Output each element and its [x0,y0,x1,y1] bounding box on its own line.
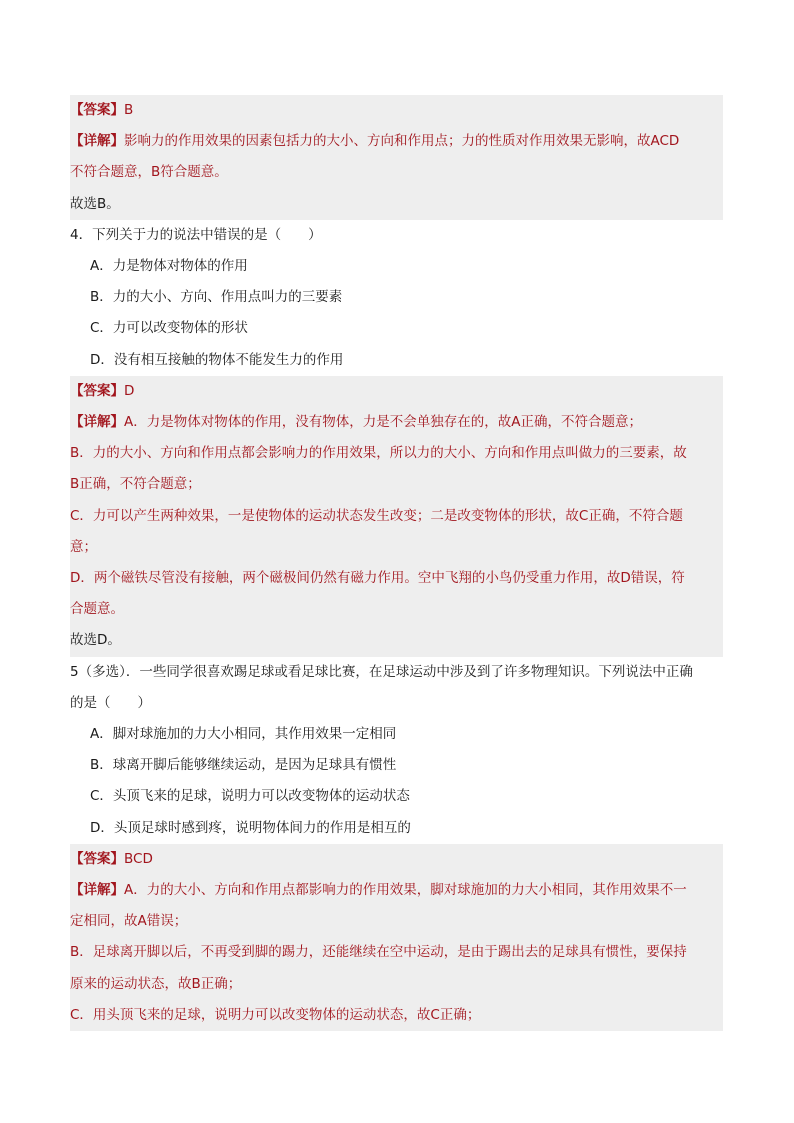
conclusion: 故选D。 [70,632,121,649]
detail-line: B正确，不符合题意； [70,476,201,493]
answer-tag: 【答案】 [70,850,124,867]
q5-option-c: C．头顶飞来的足球，说明力可以改变物体的运动状态 [90,788,410,805]
q5-option-b: B．球离开脚后能够继续运动，是因为足球具有惯性 [90,757,397,774]
detail-text: 影响力的作用效果的因素包括力的大小、方向和作用点；力的性质对作用效果无影响，故ACD [124,133,680,150]
detail-line: B．力的大小、方向和作用点都会影响力的作用效果，所以力的大小、方向和作用点叫做力的三要素，故 [70,445,687,462]
detail-line [70,875,723,906]
detail-text: A．力的大小、方向和作用点都影响力的作用效果，脚对球施加的力大小相同，其作用效果不一 [124,882,687,899]
answer-tag: 【答案】 [70,102,124,118]
q5-option-a: A．脚对球施加的力大小相同，其作用效果一定相同 [90,726,397,743]
answer-line [70,95,723,126]
detail-line: C．力可以产生两种效果，一是使物体的运动状态发生改变；二是改变物体的形状，故C正确，不符合题 [70,507,683,524]
detail-tag: 【详解】 [70,133,124,150]
detail-line: C．用头顶飞来的足球，说明力可以改变物体的运动状态，故C正确； [70,1006,481,1023]
detail-line: 不符合题意，B符合题意。 [70,164,228,181]
q4-option-d: D．没有相互接触的物体不能发生力的作用 [90,351,344,368]
answer-line [70,844,723,875]
detail-line: 合题意。 [70,601,124,618]
q4-stem: 4．下列关于力的说法中错误的是（ ） [70,226,322,243]
q5-option-d: D．头顶足球时感到疼，说明物体间力的作用是相互的 [90,819,411,836]
detail-text: A．力是物体对物体的作用，没有物体，力是不会单独存在的，故A正确，不符合题意； [124,414,642,431]
detail-line: 定相同，故A错误； [70,913,188,930]
answer-value: B [124,102,134,118]
detail-tag: 【详解】 [70,882,124,899]
answer-value: D [124,382,135,399]
conclusion: 故选B。 [70,195,120,212]
q5-stem: 5（多选）．一些同学很喜欢踢足球或看足球比赛，在足球运动中涉及到了许多物理知识。下列说法中正确 [70,663,693,680]
q4-option-a: A．力是物体对物体的作用 [90,258,248,275]
q4-answer-block [70,376,723,657]
q5-answer-block [70,844,723,1031]
q5-stem: 的是（ ） [70,694,151,711]
q4-option-b: B．力的大小、方向、作用点叫力的三要素 [90,289,343,306]
detail-line [70,407,723,438]
detail-line: B．足球离开脚以后，不再受到脚的踢力，还能继续在空中运动，是由于踢出去的足球具有惯性，要保持 [70,944,687,961]
detail-tag: 【详解】 [70,414,124,431]
detail-line: D．两个磁铁尽管没有接触，两个磁极间仍然有磁力作用。空中飞翔的小鸟仍受重力作用，故D错误，符 [70,570,685,587]
answer-value: BCD [124,850,153,867]
detail-line: 原来的运动状态，故B正确； [70,975,242,992]
detail-line [70,126,723,157]
q3-answer-block [70,95,723,220]
answer-tag: 【答案】 [70,382,124,399]
document-page [70,95,723,1031]
answer-line [70,376,723,407]
q4-option-c: C．力可以改变物体的形状 [90,320,248,337]
detail-line: 意； [70,538,97,555]
